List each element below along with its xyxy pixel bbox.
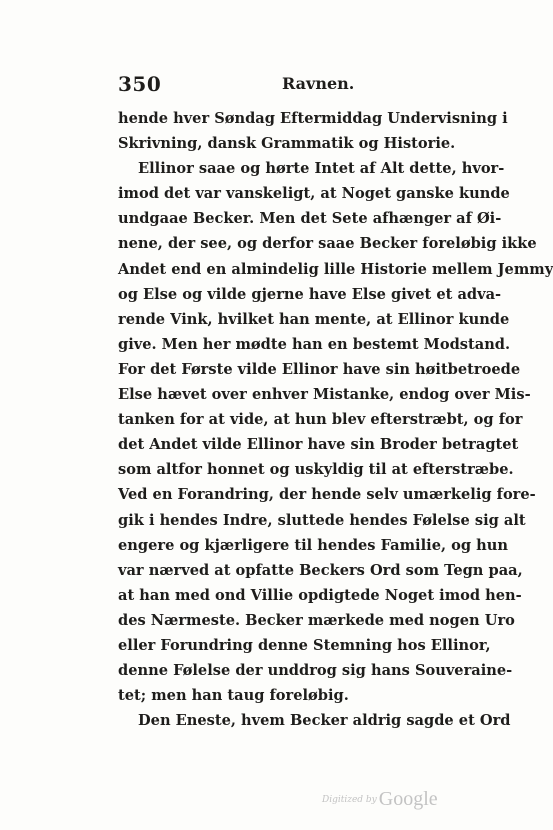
text-line: hende hver Søndag Eftermiddag Undervisning i	[118, 110, 508, 127]
text-line: og Else og vilde gjerne have Else givet et advа-	[118, 285, 502, 303]
text-line: at han med ond Villie opdigtede Noget imod hen-	[118, 586, 522, 604]
text-line: Else hævet over enhver Mistanke, endog over Mis-	[118, 386, 531, 404]
text-line: Andet end en almindelig lille Historie mellem Jemmy	[118, 260, 553, 278]
text-line: gik i hendes Indre, sluttede hendes Følelse sig alt	[118, 511, 526, 529]
text-line: denne Følelse der unddrog sig hans Souveraine-	[118, 662, 513, 680]
text-line: des Nærmeste. Becker mærkede med nogen Uro	[118, 611, 515, 629]
text-line: imod det var vanskeligt, at Noget ganske kunde	[118, 185, 510, 203]
text-line: engere og kjærligere til hendes Familie, og hun	[118, 536, 508, 554]
text-line: Ved en Forandring, der hende selv umærkelig fore-	[118, 486, 536, 504]
watermark-google-logo: Google	[378, 788, 438, 810]
text-line: var nærved at opfatte Beckers Ord som Tegn paa,	[118, 561, 523, 579]
text-line: tanken for at vide, at hun blev efterstræbt, og for	[118, 411, 523, 429]
page-header	[118, 72, 463, 98]
page-number: 350	[118, 72, 162, 96]
watermark-digitized-text: Digitized by	[322, 795, 377, 805]
text-line: som altfor honnet og uskyldig til at efterstræbe.	[118, 461, 514, 479]
text-line: Ellinor saae og hørte Intet af Alt dette, hvor-	[138, 160, 505, 178]
text-line: For det Første vilde Ellinor have sin høitbetroede	[118, 360, 521, 378]
text-line: nene, der see, og derfor saae Becker foreløbig ikke	[118, 235, 537, 253]
text-line: undgaae Becker. Men det Sete afhænger af Øi-	[118, 210, 502, 228]
text-line: eller Forundring denne Stemning hos Ellinor,	[118, 636, 491, 654]
text-line: Den Eneste, hvem Becker aldrig sagde et Ord	[138, 712, 511, 730]
text-line: tet; men han taug foreløbig.	[118, 687, 349, 705]
text-line: det Andet vilde Ellinor have sin Broder betragtet	[118, 436, 519, 454]
body-text	[118, 106, 553, 733]
running-head: Ravnen.	[282, 74, 355, 93]
text-line: Skrivning, dansk Grammatik og Historie.	[118, 135, 456, 153]
digitized-watermark	[322, 788, 438, 811]
text-line: give. Men her mødte han en bestemt Modstand.	[118, 335, 511, 353]
text-line: rende Vink, hvilket han mente, at Ellinor kunde	[118, 310, 510, 328]
